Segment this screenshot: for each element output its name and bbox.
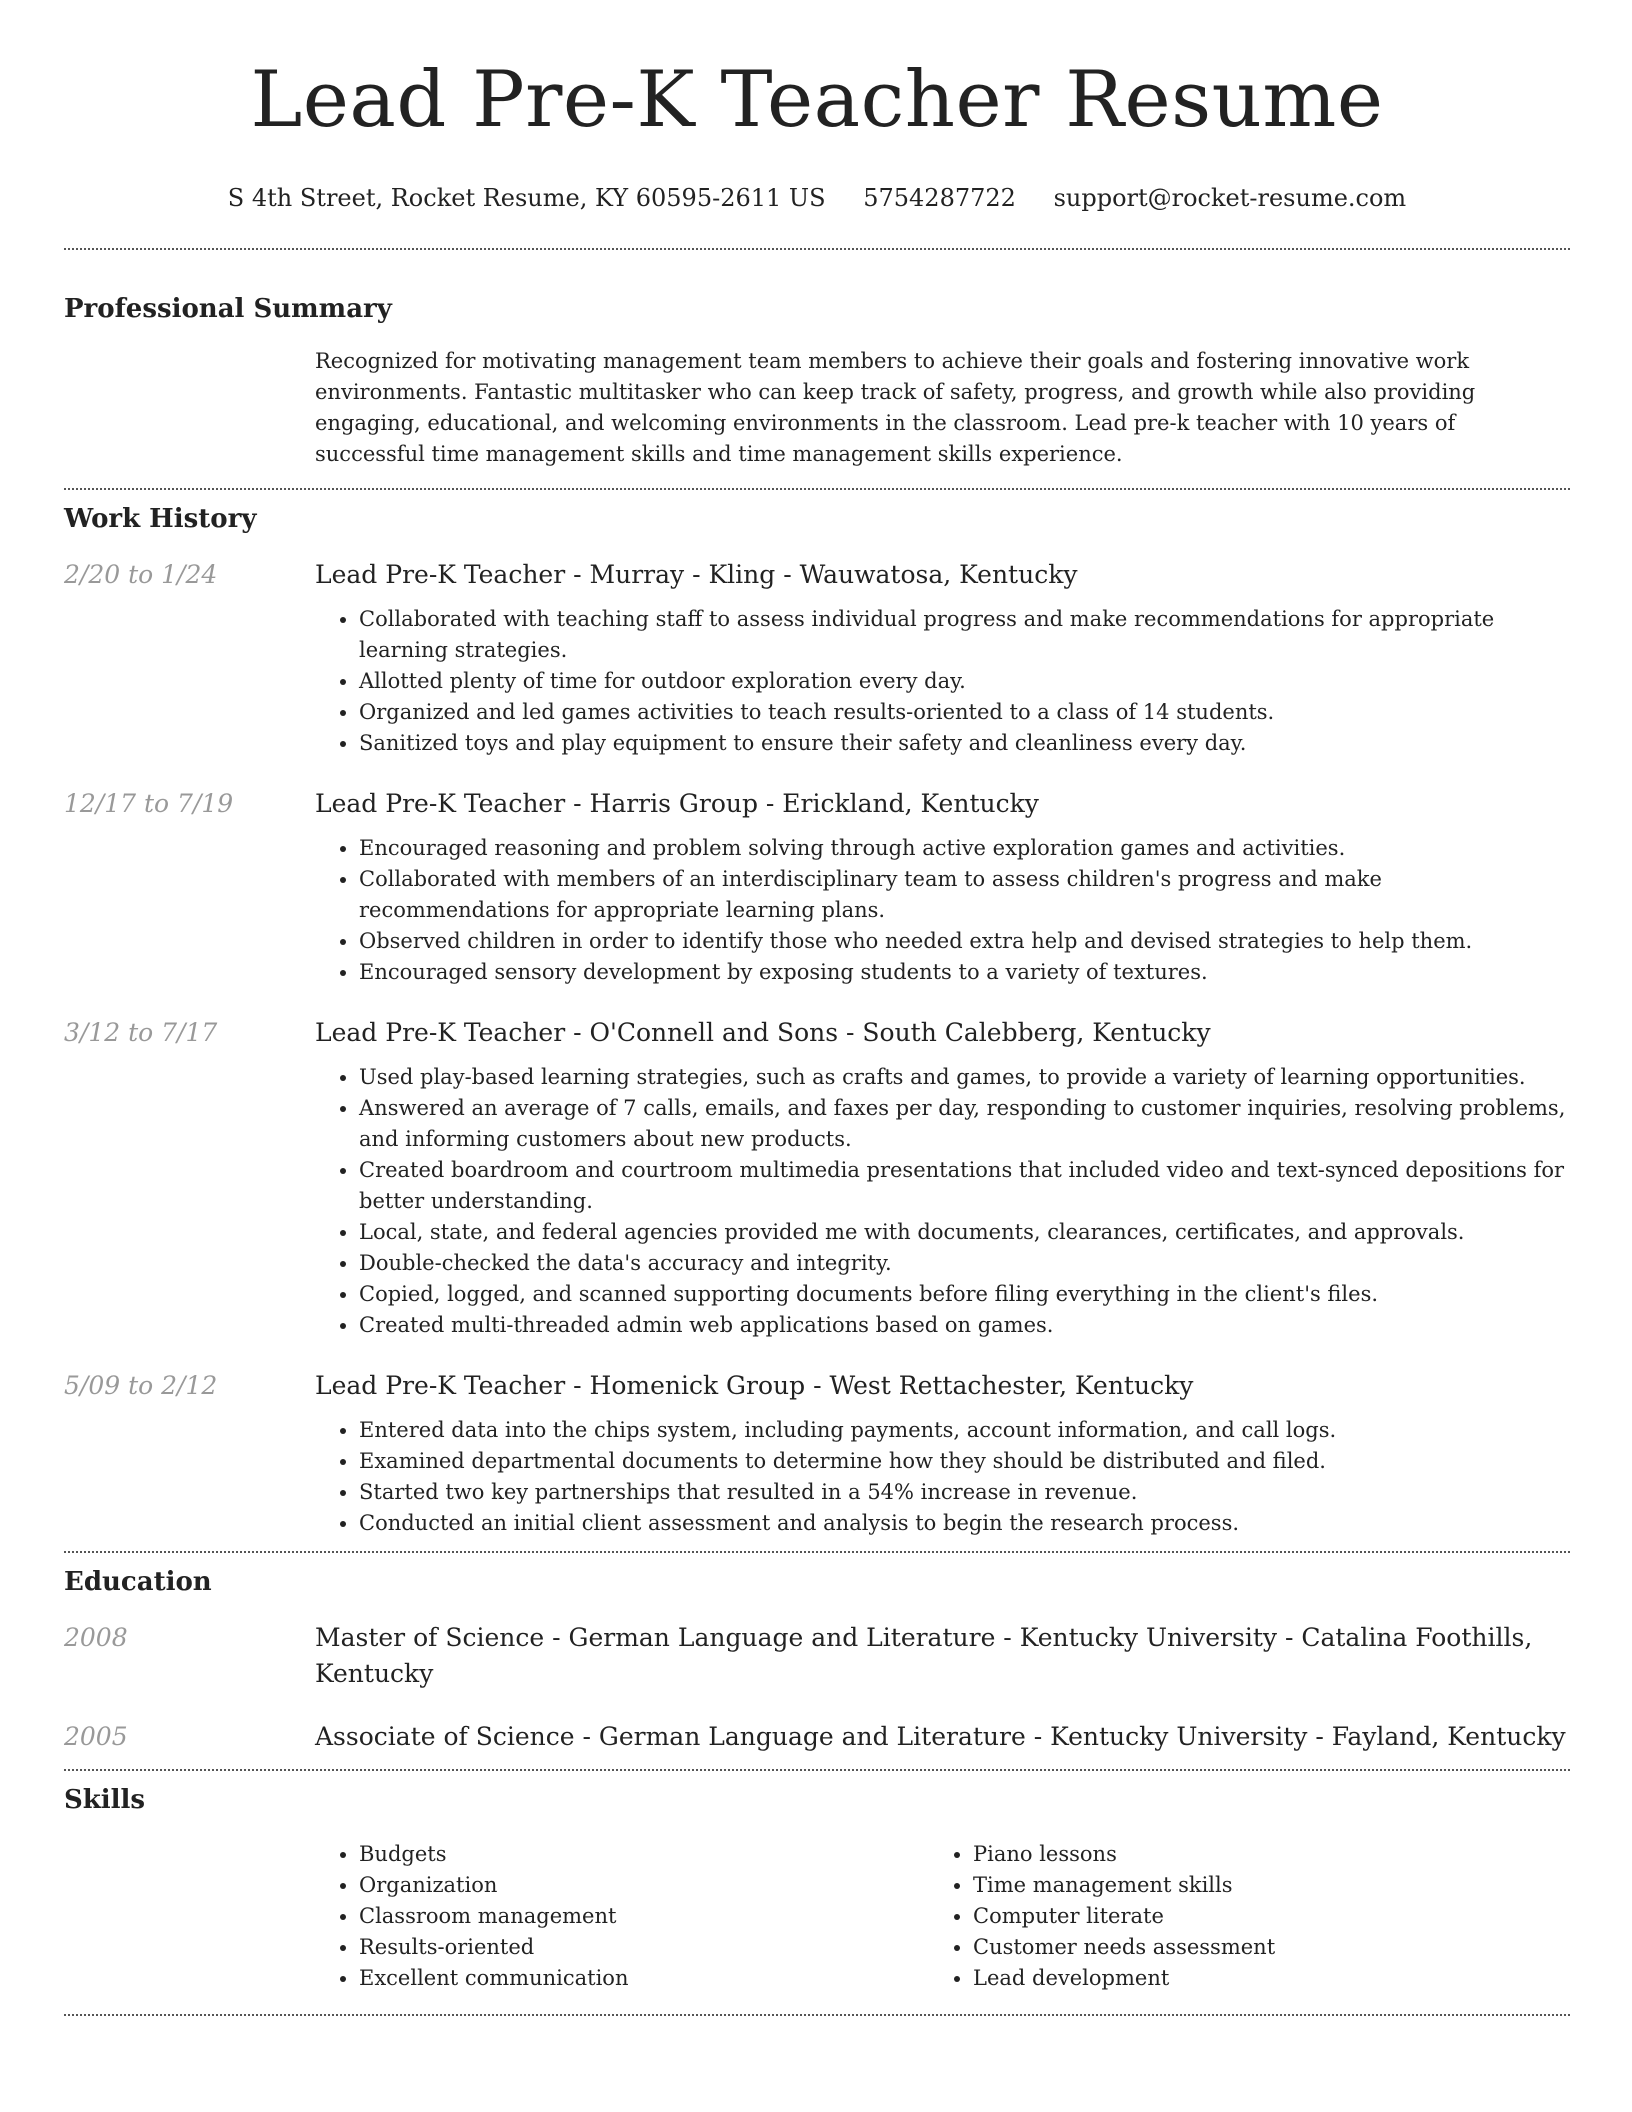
job-bullets [315,1062,1570,1341]
job-title: Lead Pre-K Teacher - O'Connell and Sons - South Calebberg, Kentucky [315,1018,1211,1047]
contact-info [64,182,1570,214]
job-entry [64,1368,1570,1539]
list-item: • Allotted plenty of time for outdoor exploration every day. [359,666,1570,697]
job-entry [64,557,1570,759]
list-item: • Local, state, and federal agencies provided me with documents, clearances, certificates, and approvals. [359,1217,1570,1248]
skill-item: • Piano lessons [973,1839,1543,1870]
skill-item: • Time management skills [973,1870,1543,1901]
list-item: • Created boardroom and courtroom multimedia presentations that included video and text-synced depositions for better understanding. [359,1155,1570,1217]
skill-item: • Organization [359,1870,929,1901]
section-title-skills: Skills [64,1785,146,1815]
job-title: Lead Pre-K Teacher - Homenick Group - West Rettachester, Kentucky [315,1371,1194,1400]
education-year: 2005 [64,1722,128,1751]
divider [64,2014,1570,2016]
section-title-work-history: Work History [64,504,257,534]
divider [64,1769,1570,1771]
skills-grid [315,1839,1570,1994]
job-entry [64,786,1570,988]
list-item: • Collaborated with members of an interdisciplinary team to assess children's progress and make recommendations for appropriate learning plans. [359,864,1570,926]
list-item: • Observed children in order to identify those who needed extra help and devised strategies to help them. [359,926,1570,957]
page-title: Lead Pre-K Teacher Resume [250,55,1384,145]
list-item: • Entered data into the chips system, including payments, account information, and call logs. [359,1415,1570,1446]
education-entry [64,1719,1570,1755]
skill-item: • Excellent communication [359,1963,929,1994]
skills-section [64,1783,1570,1994]
list-item: • Answered an average of 7 calls, emails, and faxes per day, responding to customer inquiries, resolving problems, and informing customers about new products. [359,1093,1570,1155]
list-item: • Created multi-threaded admin web applications based on games. [359,1310,1570,1341]
skill-item: • Results-oriented [359,1932,929,1963]
list-item: • Encouraged sensory development by exposing students to a variety of textures. [359,957,1570,988]
job-dates: 3/12 to 7/17 [64,1018,218,1047]
skill-item: • Customer needs assessment [973,1932,1543,1963]
divider [64,488,1570,490]
education-title: Associate of Science - German Language and Literature - Kentucky University - Fayland, Kentucky [315,1722,1566,1751]
list-item: • Encouraged reasoning and problem solving through active exploration games and activities. [359,833,1570,864]
work-history-section [64,502,1570,1539]
contact-phone: 5754287722 [863,184,1016,212]
job-dates: 5/09 to 2/12 [64,1371,218,1400]
job-dates: 2/20 to 1/24 [64,560,218,589]
education-title: Master of Science - German Language and Literature - Kentucky University - Catalina Foothills, Kentucky [315,1623,1533,1688]
education-year: 2008 [64,1623,128,1652]
job-dates: 12/17 to 7/19 [64,789,234,818]
skill-item: • Computer literate [973,1901,1543,1932]
resume-page [64,0,1570,2016]
list-item: • Examined departmental documents to determine how they should be distributed and filed. [359,1446,1570,1477]
education-entry [64,1620,1570,1692]
job-bullets [315,1415,1570,1539]
list-item: • Started two key partnerships that resulted in a 54% increase in revenue. [359,1477,1570,1508]
contact-email: support@rocket-resume.com [1053,184,1407,212]
list-item: • Double-checked the data's accuracy and integrity. [359,1248,1570,1279]
list-item: • Used play-based learning strategies, such as crafts and games, to provide a variety of learning opportunities. [359,1062,1570,1093]
divider [64,248,1570,250]
summary-section [64,292,1570,470]
skill-item: • Lead development [973,1963,1543,1994]
job-bullets [315,833,1570,988]
section-title-summary: Professional Summary [64,294,392,324]
job-title: Lead Pre-K Teacher - Murray - Kling - Wauwatosa, Kentucky [315,560,1078,589]
list-item: • Sanitized toys and play equipment to ensure their safety and cleanliness every day. [359,728,1570,759]
divider [64,1551,1570,1553]
job-title: Lead Pre-K Teacher - Harris Group - Erickland, Kentucky [315,789,1039,818]
job-entry [64,1015,1570,1341]
job-bullets [315,604,1570,759]
education-section [64,1565,1570,1755]
contact-address: S 4th Street, Rocket Resume, KY 60595-2611 US [227,184,826,212]
list-item: • Copied, logged, and scanned supporting documents before filing everything in the client's files. [359,1279,1570,1310]
section-title-education: Education [64,1567,212,1597]
skills-list-right [929,1839,1543,1994]
skill-item: • Budgets [359,1839,929,1870]
skill-item: • Classroom management [359,1901,929,1932]
list-item: • Organized and led games activities to teach results-oriented to a class of 14 students. [359,697,1570,728]
list-item: • Conducted an initial client assessment and analysis to begin the research process. [359,1508,1570,1539]
list-item: • Collaborated with teaching staff to assess individual progress and make recommendations for appropriate learning strategies. [359,604,1570,666]
skills-list-left [315,1839,929,1994]
summary-text: Recognized for motivating management team members to achieve their goals and fostering innovative work environments. Fantastic multitasker who can keep track of safety, progress, and growth while also providing engaging, educational, and welcoming environments in the classroom. Lead pre-k teacher with 10 years of successful time management skills and time management skills experience. [315,349,1476,466]
